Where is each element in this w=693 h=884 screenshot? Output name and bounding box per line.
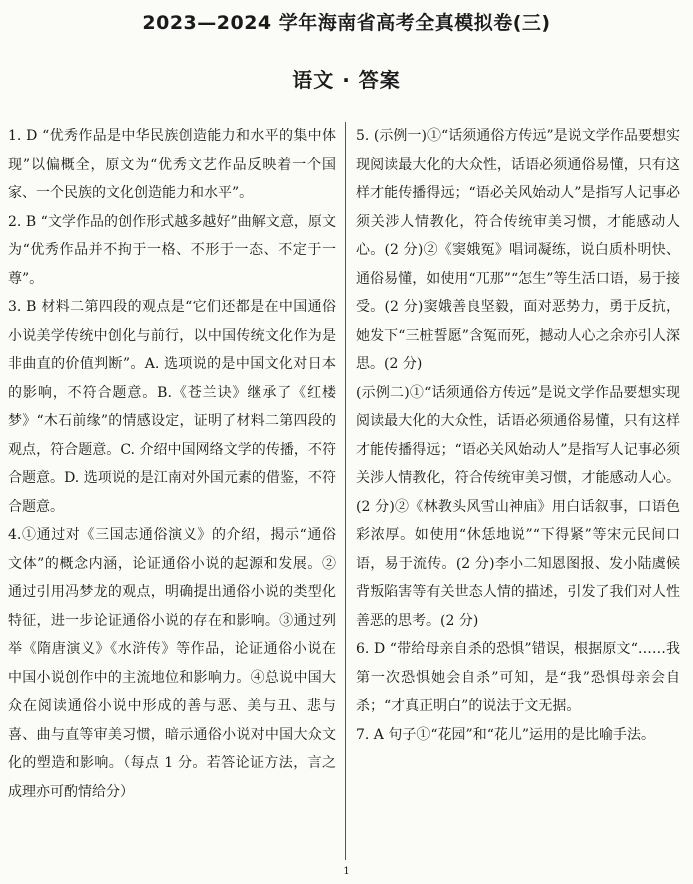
- answer-item-2: [8, 208, 336, 294]
- page-number: 1: [343, 866, 350, 877]
- answer-text: “文学作品的创作形式越多越好”曲解文意，原文为“优秀作品并不拘于一格、不形于一态、不定于一尊”。: [8, 213, 336, 287]
- answer-number: 6. D: [356, 641, 386, 657]
- page-subtitle: 语文 · 答案: [292, 68, 401, 92]
- answer-text: “优秀作品是中华民族创造能力和水平的集中体现”以偏概全，原文为“优秀文艺作品反映着一个国家、一个民族的文化创造能力和水平”。: [8, 128, 337, 201]
- left-column: [8, 122, 336, 806]
- answer-number: 2. B: [8, 213, 37, 230]
- answer-text: 材料二第四段的观点是“它们还都是在中国通俗小说美学传统中创化与前行，以中国传统文化作为是非曲直的价值判断”。A. 选项说的是中国文化对日本的影响，不符合题意。B.《苍兰诀》继承了《红楼梦》“木石前缘”的情感设定，证明了材料二第四段的观点，符合题意。C. 介绍中国网络文学的传播，不符合题意。D. 选项说的是江南对外国元素的借鉴，不符合题意。: [8, 299, 336, 515]
- answer-item-1: [8, 122, 336, 208]
- answer-item-5-example-2: [356, 379, 680, 636]
- answer-item-7: [356, 721, 680, 750]
- answer-text: (示例一)①“话须通俗方传远”是说文学作品要想实现阅读最大化的大众性，话语必须通俗易懂，只有这样才能传播得远；“语必关风始动人”是指写人记事必须关涉人情教化，符合传统审美习惯，才能感动人心。(2 分)②《窦娥冤》唱词凝练，说白质朴明快、通俗易懂，如使用“兀那”“怎生”等生活口语，易于接受。(2 分)窦娥善良坚毅，面对恶势力，勇于反抗，她发下“三桩誓愿”含冤而死，撼动人心之余亦引人深思。(2 分): [356, 128, 680, 372]
- answer-item-6: [356, 635, 680, 721]
- answer-text: (示例二)①“话须通俗方传远”是说文学作品要想实现阅读最大化的大众性，话语必须通俗易懂，只有这样才能传播得远；“语必关风始动人”是指写人记事必须关涉人情教化，符合传统审美习惯，才能感动人心。(2 分)②《林教头风雪山神庙》用白话叙事，口语色彩浓厚。如使用“休恁地说”“下得紧”等宋元民间口语，易于流传。(2 分)李小二知恩图报、发小陆虞候背叛陷害等有关世态人情的描述，引发了我们对人性善恶的思考。(2 分): [356, 384, 680, 629]
- answer-text: ①通过对《三国志通俗演义》的介绍，揭示“通俗文体”的概念内涵，论证通俗小说的起源和发展。②通过引用冯梦龙的观点，明确提出通俗小说的类型化特征，进一步论证通俗小说的存在和影响。③通过列举《隋唐演义》《水浒传》等作品，论证通俗小说在中国小说创作中的主流地位和影响力。④总说中国大众在阅读通俗小说中形成的善与恶、美与丑、悲与喜、曲与直等审美习惯，暗示通俗小说对中国大众文化的塑造和影响。（每点 1 分。若答论证方法，言之成理亦可酌情给分）: [8, 527, 336, 800]
- answer-item-5: [356, 122, 680, 379]
- answer-number: 5.: [356, 128, 370, 144]
- answer-item-4: [8, 521, 336, 806]
- page-title: 2023—2024 学年海南省高考全真模拟卷(三): [142, 12, 551, 34]
- answer-number: 3. B: [8, 299, 37, 315]
- answer-text: “带给母亲自杀的恐惧”错误，根据原文“……我第一次恐惧她会自杀”可知，是“我”恐惧母亲会自杀；“才真正明白”的说法于文无据。: [356, 641, 680, 714]
- answer-text: 句子①“花园”和“花儿”运用的是比喻手法。: [388, 726, 656, 743]
- answer-item-3: [8, 293, 336, 521]
- answer-number: 1. D: [8, 128, 38, 144]
- answer-number: 4.: [8, 527, 22, 543]
- column-divider: [345, 122, 346, 860]
- answer-number: 7. A: [356, 726, 384, 743]
- right-column: [356, 122, 680, 749]
